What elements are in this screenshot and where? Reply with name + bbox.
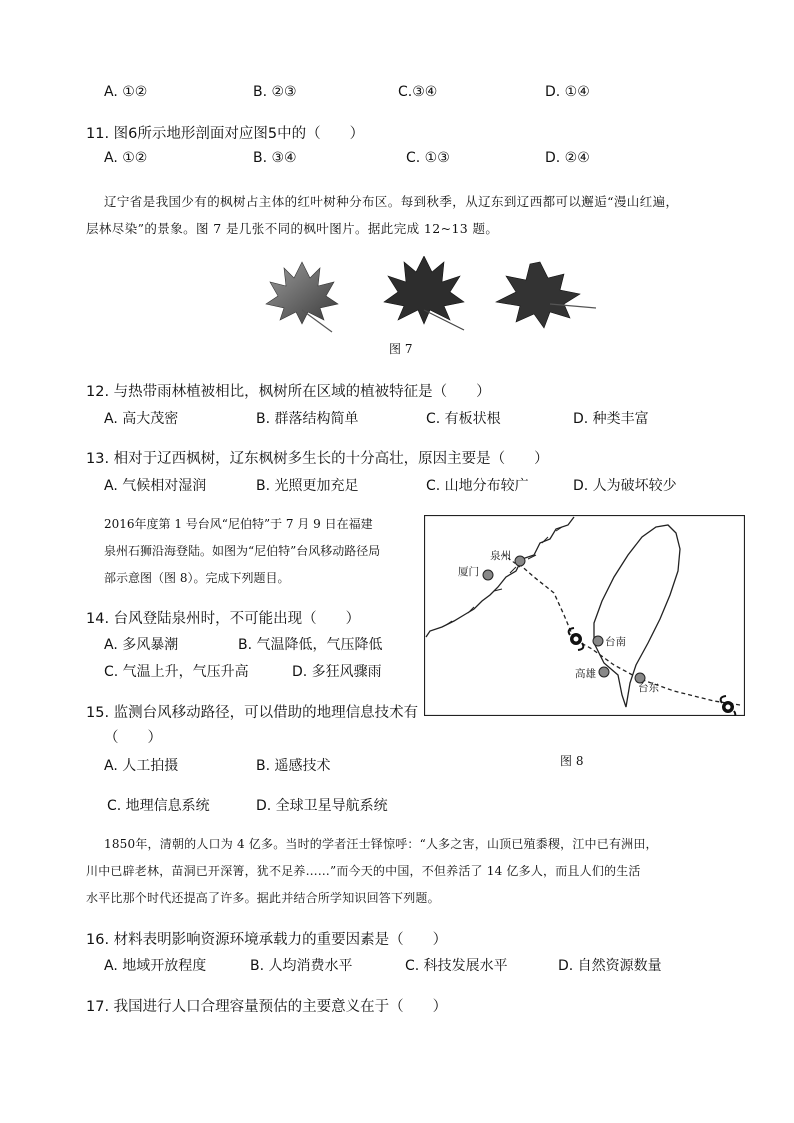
figure7-caption: 图 7	[389, 342, 413, 356]
q14-stem: 14. 台风登陆泉州时，不可能出现（ ）	[86, 611, 361, 627]
q10-option-b: B. ②③	[253, 84, 297, 100]
figure7-maple-leaves	[250, 256, 610, 336]
q13-option-a: A. 气候相对湿润	[104, 478, 207, 494]
q13-option-b: B. 光照更加充足	[256, 478, 359, 494]
figure8-caption: 图 8	[560, 754, 584, 768]
q15-stem-cont: （ ）	[104, 730, 162, 746]
q12-stem: 12. 与热带雨林植被相比，枫树所在区域的植被特征是（ ）	[86, 384, 491, 400]
q15-option-c: C. 地理信息系统	[107, 798, 210, 814]
material2-line2: 泉州石狮沿海登陆。如图为“尼伯特”台风移动路径局	[104, 544, 381, 558]
q16-option-b: B. 人均消费水平	[250, 958, 353, 974]
q14-option-b: B. 气温降低，气压降低	[238, 637, 383, 653]
city-marker-tainan	[593, 636, 603, 646]
q11-stem: 11. 图6所示地形剖面对应图5中的（ ）	[86, 126, 365, 142]
q10-option-a: A. ①②	[104, 84, 148, 100]
q12-option-b: B. 群落结构简单	[256, 411, 359, 427]
map-label-quanzhou: 泉州	[490, 550, 511, 562]
q15-stem: 15. 监测台风移动路径，可以借助的地理信息技术有	[86, 705, 419, 721]
q15-option-d: D. 全球卫星导航系统	[256, 798, 388, 814]
material3-line3: 水平比那个时代还提高了许多。据此并结合所学知识回答下列题。	[86, 891, 440, 905]
material2-line1: 2016年度第 1 号台风“尼伯特”于 7 月 9 日在福建	[104, 517, 373, 531]
q11-option-b: B. ③④	[253, 150, 297, 166]
q14-option-a: A. 多风暴潮	[104, 637, 179, 653]
map-frame	[425, 516, 745, 716]
q14-option-d: D. 多狂风骤雨	[292, 664, 382, 680]
q11-option-d: D. ②④	[545, 150, 590, 166]
q10-option-c: C.③④	[398, 84, 438, 100]
q15-option-a: A. 人工拍摄	[104, 758, 179, 774]
material2-line3: 部示意图（图 8）。完成下列题目。	[104, 571, 290, 585]
q13-option-c: C. 山地分布较广	[426, 478, 529, 494]
city-marker-quanzhou	[515, 556, 525, 566]
figure8-typhoon-map	[424, 515, 745, 716]
material1-line1: 辽宁省是我国少有的枫树占主体的红叶树种分布区。每到秋季，从辽东到辽西都可以邂逅“漫山红遍，	[104, 194, 679, 209]
q16-option-a: A. 地域开放程度	[104, 958, 207, 974]
q12-option-c: C. 有板状根	[426, 411, 501, 427]
q14-option-c: C. 气温上升，气压升高	[104, 664, 249, 680]
q12-option-a: A. 高大茂密	[104, 411, 179, 427]
maple-leaf-3	[496, 262, 596, 328]
q13-option-d: D. 人为破坏较少	[573, 478, 677, 494]
map-label-tainan: 台南	[605, 636, 626, 648]
city-marker-gaoxiong	[599, 667, 609, 677]
q11-option-a: A. ①②	[104, 150, 148, 166]
q15-option-b: B. 遥感技术	[256, 758, 331, 774]
q16-option-c: C. 科技发展水平	[405, 958, 508, 974]
q16-stem: 16. 材料表明影响资源环境承载力的重要因素是（ ）	[86, 932, 448, 948]
q11-option-c: C. ①③	[406, 150, 450, 166]
map-label-taidong: 台东	[638, 682, 659, 694]
map-label-gaoxiong: 高雄	[575, 668, 596, 680]
q16-option-d: D. 自然资源数量	[558, 958, 662, 974]
q17-stem: 17. 我国进行人口合理容量预估的主要意义在于（ ）	[86, 999, 448, 1015]
maple-leaf-1	[266, 262, 338, 332]
material3-line2: 川中已辟老林，苗洞已开深箐，犹不足养……”而今天的中国，不但养活了 14 亿多人，而且人们的生活	[86, 864, 641, 878]
q12-option-d: D. 种类丰富	[573, 411, 649, 427]
q10-option-d: D. ①④	[545, 84, 590, 100]
city-marker-xiamen	[483, 570, 493, 580]
map-label-xiamen: 厦门	[458, 566, 479, 578]
q13-stem: 13. 相对于辽西枫树，辽东枫树多生长的十分高壮，原因主要是（ ）	[86, 451, 549, 467]
maple-leaf-2	[384, 256, 464, 330]
material1-line2: 层林尽染”的景象。图 7 是几张不同的枫叶图片。据此完成 12~13 题。	[86, 221, 499, 236]
material3-line1: 1850年，清朝的人口为 4 亿多。当时的学者汪士铎惊呼：“人多之害，山顶已殖黍稷，江中已有洲田，	[104, 837, 658, 851]
